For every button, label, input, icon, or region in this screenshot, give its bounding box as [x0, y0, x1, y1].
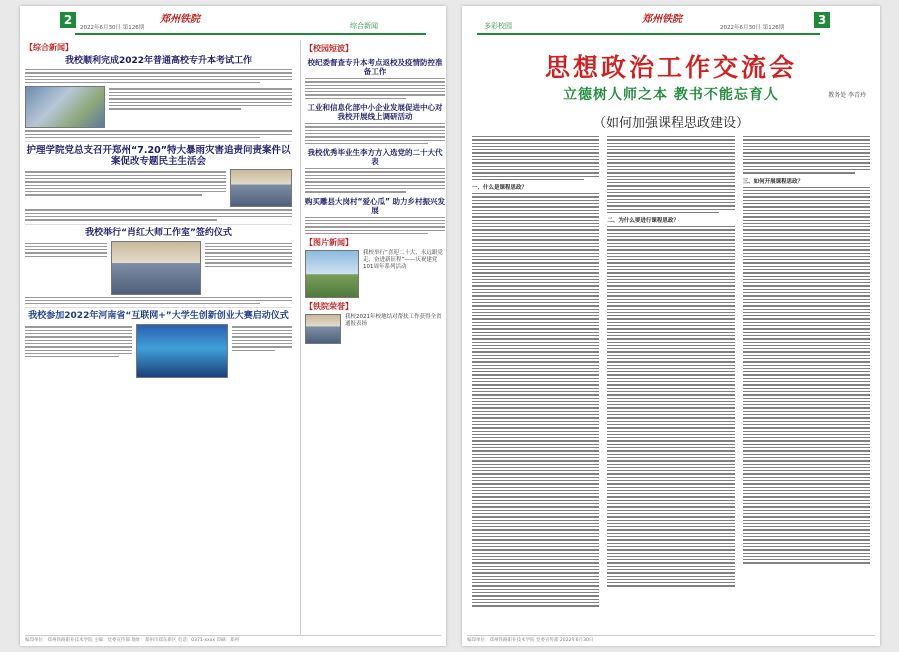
page-number: 2 [60, 12, 76, 28]
feature-column [472, 134, 599, 624]
picture-news-text: 我校举行“喜迎二十大、永远跟党走、奋进新征程”——庆祝建党101周年系列活动 [363, 250, 443, 271]
article-photo [136, 324, 228, 378]
issue-date: 2022年6月30日 第126期 [720, 25, 785, 31]
feature-column [743, 134, 870, 624]
divider [25, 141, 292, 142]
feature-dek: （如何加强课程思政建设） [592, 116, 749, 131]
section-label: 【图片新闻】 [305, 238, 353, 248]
brief-title[interactable]: 我校优秀毕业生李方方入选党的二十大代表 [307, 148, 443, 167]
section-label: 【校园短波】 [305, 44, 353, 53]
divider [25, 307, 292, 308]
article-body [109, 86, 292, 125]
honor-item [305, 314, 445, 344]
article-title[interactable]: 我校举行“肖红大师工作室”签约仪式 [85, 227, 232, 238]
page-number: 3 [814, 12, 830, 28]
feature-subhead: 一、什么是课程思政？ [472, 185, 528, 192]
article-body [25, 241, 107, 292]
article-body [25, 69, 292, 83]
section-tab: 多彩校园 [484, 22, 512, 30]
page-footer: 编印单位：郑州铁路职业技术学院 党委宣传部 2022年6月30日 [467, 635, 875, 643]
section-label: 【铁院荣誉】 [305, 302, 353, 312]
feature-subtitle: 立德树人师之本 教书不能忘育人 [563, 87, 779, 103]
article-body [205, 241, 292, 292]
article-body [25, 130, 292, 138]
article-title[interactable]: 护理学院党总支召开郑州“7.20”特大暴雨灾害追责问责案件以案促改专题民主生活会 [26, 145, 291, 168]
feature-subhead: 二、为什么要进行课程思政？ [607, 218, 679, 225]
article-photo [25, 86, 105, 128]
article-media-row [25, 241, 292, 295]
honor-photo [305, 314, 341, 344]
picture-news-photo [305, 250, 359, 298]
left-page [20, 6, 446, 646]
brief-body [305, 168, 445, 192]
brief-body [305, 217, 445, 235]
masthead: 郑州铁院 [642, 14, 682, 25]
article-body [25, 297, 292, 305]
right-header [462, 6, 880, 34]
main-column [25, 40, 292, 635]
feature-body [472, 134, 870, 624]
article-photo [230, 169, 292, 207]
article-title[interactable]: 我校顺利完成2022年普通高校专升本考试工作 [64, 56, 253, 66]
page-footer: 编印单位：郑州铁路职业技术学院 主编：党委宣传部 地址：郑州市郑东新区 电话：0371-xxxx 印刷：郑州 [25, 635, 441, 643]
brief-title[interactable]: 校纪委督查专升本考点返校及疫情防控准备工作 [307, 58, 443, 76]
section-label: 【综合新闻】 [25, 43, 73, 52]
side-column [300, 40, 445, 635]
section-tab: 综合新闻 [350, 22, 378, 30]
article-media-row [25, 169, 292, 207]
feature-byline: 教务处 李青玲 [828, 92, 866, 99]
header-rule [477, 33, 820, 35]
brief-body [305, 123, 445, 144]
left-header [20, 6, 446, 34]
feature-column [607, 134, 734, 624]
brief-title[interactable]: 工业和信息化部中小企业发展促进中心对我校开展线上调研活动 [307, 103, 443, 122]
article-body [25, 324, 132, 375]
article-media-row [25, 86, 292, 128]
picture-news [305, 250, 445, 298]
feature-title: 思想政治工作交流会 [544, 53, 797, 82]
article-body [25, 209, 292, 220]
brief-title[interactable]: 购买雕县大岗村“爱心瓜” 助力乡村振兴发展 [305, 196, 445, 215]
article-title[interactable]: 我校参加2022年河南省“互联网+”大学生创新创业大赛启动仪式 [28, 311, 289, 322]
article-photo [111, 241, 201, 295]
feature-subhead: 三、如何开展课程思政？ [742, 178, 804, 185]
masthead: 郑州铁院 [160, 14, 200, 25]
article-body [25, 169, 226, 204]
article-media-row [25, 324, 292, 378]
divider [25, 224, 292, 225]
header-rule [75, 33, 426, 35]
article-body [232, 324, 292, 375]
honor-text: 我校2021年校地结对帮扶工作获得全省通报表扬 [345, 314, 442, 328]
right-page [462, 6, 880, 646]
brief-body [305, 78, 445, 99]
issue-date: 2022年6月30日 第126期 [80, 25, 145, 31]
